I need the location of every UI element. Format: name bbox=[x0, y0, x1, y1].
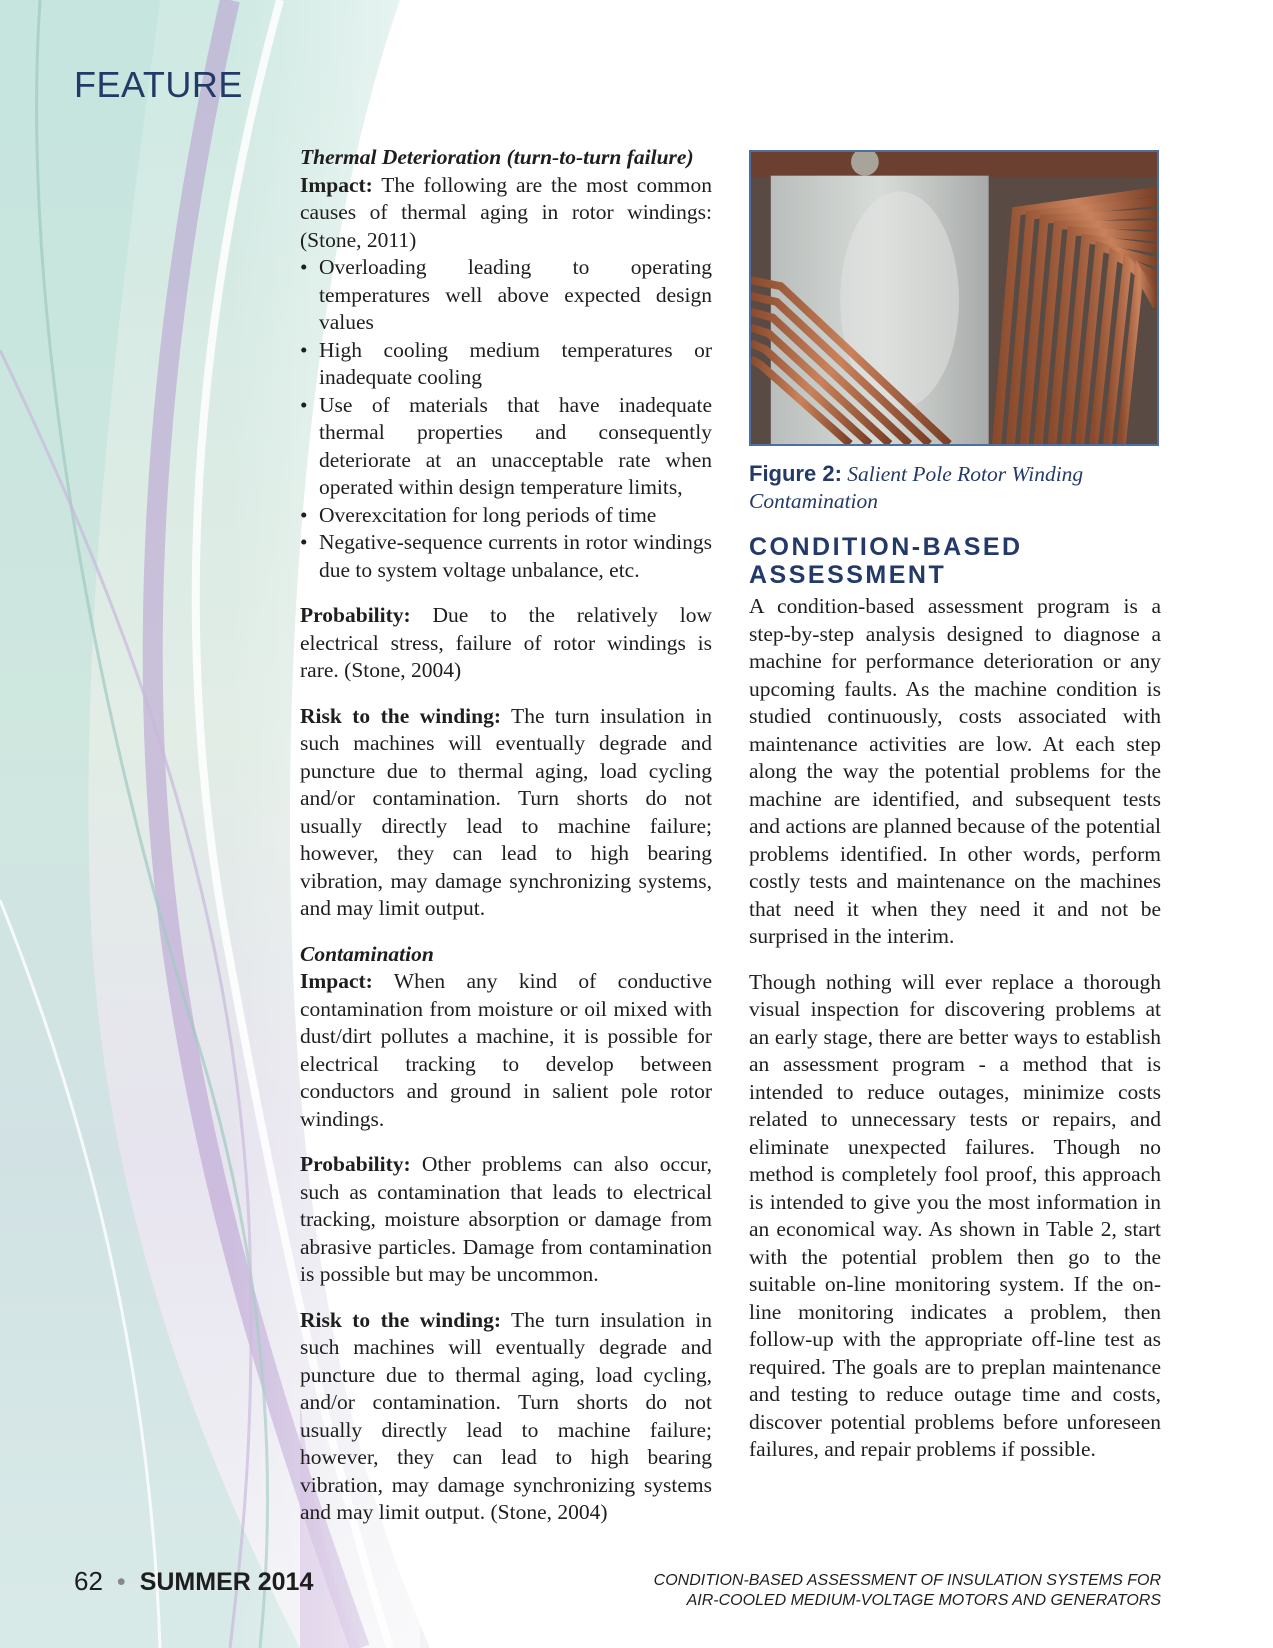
list-item: • Negative-sequence currents in rotor windings due to system voltage unbalance, etc. bbox=[300, 529, 712, 584]
risk-label: Risk to the winding: bbox=[300, 703, 501, 728]
probability-text: Due to the relatively low electrical stress, failure of rotor windings is rare. (Stone, 2004) bbox=[300, 603, 712, 682]
probability-label: Probability: bbox=[300, 603, 411, 627]
subheading-thermal: Thermal Deterioration (turn-to-turn failure) bbox=[300, 145, 694, 169]
list-item: • High cooling medium temperatures or inadequate cooling bbox=[300, 337, 712, 392]
risk-text: The turn insulation in such machines will eventually degrade and puncture due to thermal aging, load cycling and/or contamination. Turn shorts do not usually directly lead to machine failure; however, they can lead to high bearing vibration, may damage synchronizing systems, and may limit output. bbox=[300, 703, 712, 920]
rotor-winding-photo bbox=[749, 150, 1159, 446]
left-column bbox=[300, 144, 712, 1545]
article-title-line-2: AIR-COOLED MEDIUM-VOLTAGE MOTORS AND GENERATORS bbox=[686, 1592, 1161, 1609]
list-item: • Overloading leading to operating temperatures well above expected design values bbox=[300, 254, 712, 337]
thermal-causes-list bbox=[300, 254, 712, 584]
list-item: • Overexcitation for long periods of time bbox=[300, 502, 712, 530]
issue-label: SUMMER 2014 bbox=[139, 1568, 314, 1596]
contamination-risk-paragraph bbox=[300, 1307, 712, 1527]
impact-text: The following are the most common causes of thermal aging in rotor windings: (Stone, 2011) bbox=[300, 172, 712, 252]
list-item: • Use of materials that have inadequate thermal properties and consequently deteriorate at an unacceptable rate when operated within design temperature limits, bbox=[300, 392, 712, 502]
risk-label: Risk to the winding: bbox=[300, 1307, 501, 1332]
separator-dot: • bbox=[116, 1568, 126, 1596]
figure-label: Figure 2: bbox=[749, 461, 842, 486]
impact-label: Impact: bbox=[300, 969, 373, 993]
thermal-risk-paragraph bbox=[300, 703, 712, 923]
body-paragraph: Though nothing will ever replace a thorough visual inspection for discovering problems at an early stage, there are better ways to establish an assessment program - a method that is intended to reduce outages, minimize costs related to unnecessary tests or repairs, and eliminate unexpected failures. Though no method is completely fool proof, this approach is intended to give you the most information in an economical way. As shown in Table 2, start with the potential problem then go to the suitable on-line monitoring system. If the on-line monitoring indicates a problem, then follow-up with the appropriate off-line test as required. The goals are to preplan maintenance and testing to reduce outage time and costs, discover potential problems before unforeseen failures, and repair problems if possible. bbox=[749, 969, 1161, 1461]
page-number: 62 bbox=[74, 1566, 103, 1596]
section-heading: CONDITION-BASED ASSESSMENT bbox=[749, 533, 1023, 589]
contamination-impact-paragraph bbox=[300, 968, 712, 1133]
thermal-probability-paragraph bbox=[300, 602, 712, 685]
right-column bbox=[749, 144, 1161, 1482]
risk-text: The turn insulation in such machines will eventually degrade and puncture due to thermal aging, load cycling, and/or contamination. Turn shorts do not usually directly lead to machine failure; however, they can lead to high bearing vibration, may damage synchronizing systems and may limit output. (Stone, 2004) bbox=[300, 1307, 712, 1524]
impact-text: When any kind of conductive contamination from moisture or oil mixed with dust/dirt pollutes a machine, it is possible for electrical tracking to develop between conductors and ground in salient pole rotor windings. bbox=[300, 969, 712, 1131]
section-label: FEATURE bbox=[74, 64, 243, 105]
probability-text: Other problems can also occur, such as contamination that leads to electrical tracking, moisture absorption or damage from abrasive particles. Damage from contamination is possible but may be uncommon. bbox=[300, 1152, 712, 1286]
impact-label: Impact: bbox=[300, 172, 373, 197]
thermal-impact-paragraph bbox=[300, 172, 712, 255]
probability-label: Probability: bbox=[300, 1152, 411, 1176]
subheading-contamination: Contamination bbox=[300, 941, 434, 966]
contamination-probability-paragraph bbox=[300, 1151, 712, 1289]
figure-caption-text: Salient Pole Rotor Winding Contamination bbox=[749, 462, 1084, 513]
figure-caption bbox=[749, 460, 1161, 515]
footer-issue bbox=[74, 1566, 313, 1597]
body-paragraph: A condition-based assessment program is a step-by-step analysis designed to diagnose a machine for performance deterioration or any upcoming faults. As the machine condition is studied continuously, costs associated with maintenance activities are low. At each step along the way the potential problems for the machine are identified, and subsequent tests and actions are planned because of the potential problems identified. In other words, perform costly tests and maintenance on the machines that need it when they need it and not be surprised in the interim. bbox=[749, 594, 1161, 948]
article-title-line-1: CONDITION-BASED ASSESSMENT OF INSULATION SYSTEMS FOR bbox=[653, 1572, 1161, 1589]
footer-article-title bbox=[601, 1571, 1161, 1611]
